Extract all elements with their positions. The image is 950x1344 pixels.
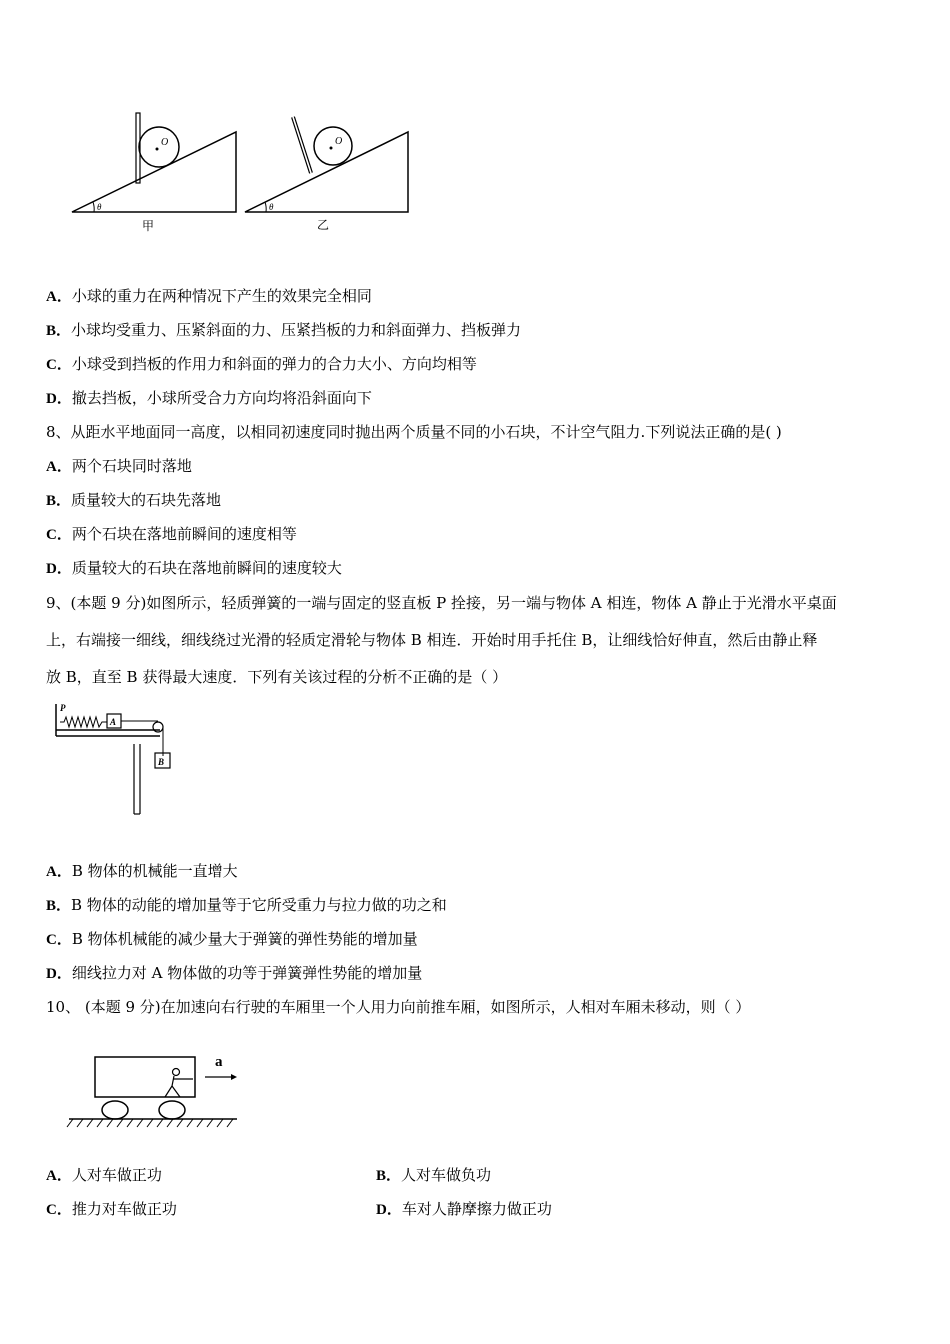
label-yi: 乙 — [317, 218, 330, 232]
theta-label-yi: θ — [269, 202, 274, 212]
q9-option-b: B．B 物体的动能的增加量等于它所受重力与拉力做的功之和 — [46, 896, 447, 914]
ball-yi — [314, 127, 352, 165]
q7-option-d: D．撤去挡板，小球所受合力方向均将沿斜面向下 — [46, 389, 372, 407]
q7-option-b: B．小球均受重力、压紧斜面的力、压紧挡板的力和斜面弹力、挡板弹力 — [46, 321, 522, 339]
label-jia: 甲 — [142, 219, 155, 233]
center-label-yi: O — [335, 136, 343, 147]
cart-figure — [65, 1048, 245, 1130]
q10-stem: 10、 (本题 9 分)在加速向右行驶的车厢里一个人用力向前推车厢，如图所示，人相对车厢未移动，则（ ） — [46, 998, 751, 1016]
q7-option-a: A．小球的重力在两种情况下产生的效果完全相同 — [46, 287, 372, 305]
incline-figure — [60, 105, 420, 240]
q9-stem-line-2: 上，右端接一细线，细线绕过光滑的轻质定滑轮与物体 B 相连．开始时用手托住 B，让细线恰好伸直，然后由静止释 — [46, 631, 818, 649]
center-label-jia: O — [161, 137, 169, 148]
q9-option-a: A．B 物体的机械能一直增大 — [46, 862, 238, 880]
q10-option-c: C．推力对车做正功 — [46, 1200, 177, 1218]
q10-option-a: A．人对车做正功 — [46, 1166, 162, 1184]
q8-option-d: D．质量较大的石块在落地前瞬间的速度较大 — [46, 559, 342, 577]
q7-option-c: C．小球受到挡板的作用力和斜面的弹力的合力大小、方向均相等 — [46, 355, 477, 373]
incline-jia — [72, 132, 236, 212]
incline-yi — [245, 132, 408, 212]
q9-option-d: D．细线拉力对 A 物体做的功等于弹簧弹性势能的增加量 — [46, 964, 423, 982]
theta-label-jia: θ — [97, 202, 102, 212]
label-a: A — [110, 717, 117, 727]
q9-stem-line-3: 放 B，直至 B 获得最大速度．下列有关该过程的分析不正确的是（ ） — [46, 668, 508, 686]
q8-option-c: C．两个石块在落地前瞬间的速度相等 — [46, 525, 297, 543]
accel-label: a — [215, 1054, 223, 1070]
q10-option-b: B．人对车做负功 — [376, 1166, 492, 1184]
q8-stem: 8、从距水平地面同一高度，以相同初速度同时抛出两个质量不同的小石块，不计空气阻力.下列说法正确的是( ) — [46, 423, 782, 441]
q8-option-a: A．两个石块同时落地 — [46, 457, 192, 475]
wheel-left — [102, 1101, 128, 1119]
spring-pulley-figure — [50, 700, 180, 822]
cart-box — [95, 1057, 195, 1097]
label-b: B — [158, 757, 165, 767]
q9-stem-line-1: 9、(本题 9 分)如图所示，轻质弹簧的一端与固定的竖直板 P 拴接，另一端与物体 A 相连，物体 A 静止于光滑水平桌面 — [46, 594, 837, 612]
q9-option-c: C．B 物体机械能的减少量大于弹簧的弹性势能的增加量 — [46, 930, 418, 948]
person-head — [173, 1069, 180, 1076]
q10-option-d: D．车对人静摩擦力做正功 — [376, 1200, 552, 1218]
q8-option-b: B．质量较大的石块先落地 — [46, 491, 222, 509]
ball-jia — [139, 127, 179, 167]
wheel-right — [159, 1101, 185, 1119]
label-p: P — [60, 703, 66, 713]
